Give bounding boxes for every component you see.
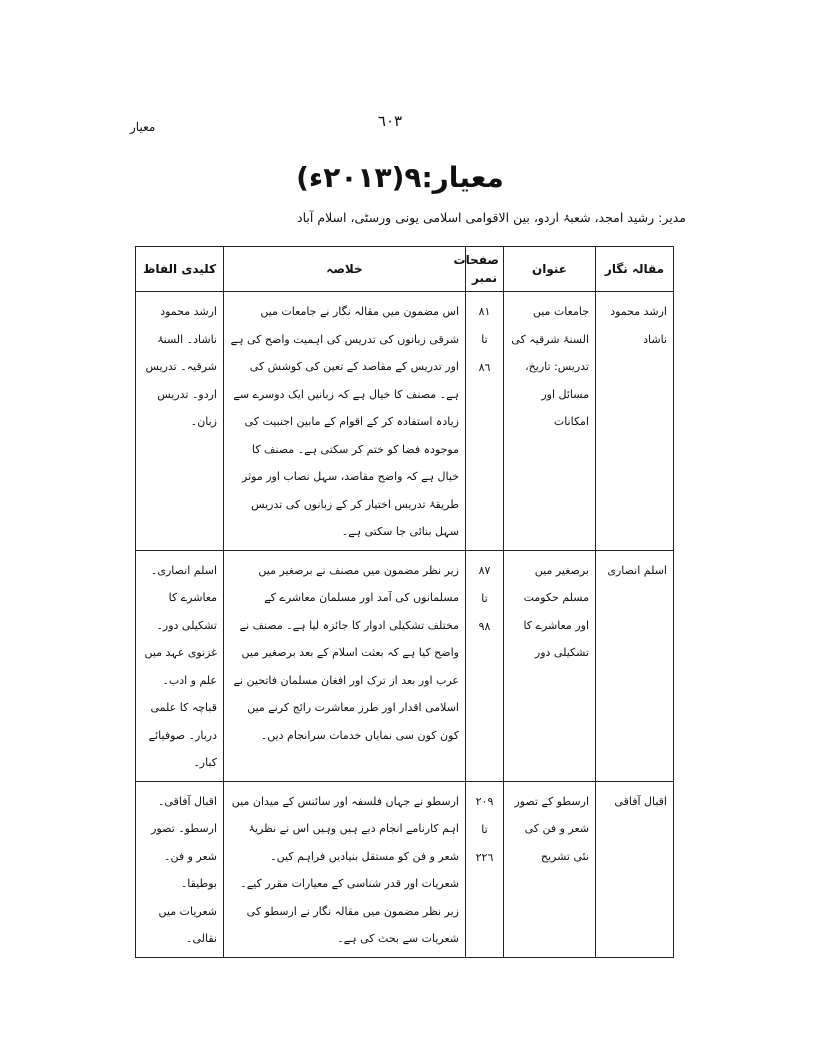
row-author: اسلم انصاری [596, 550, 674, 781]
row-summary: ارسطو نے جہاں فلسفہ اور سائنس کے میدان میں اہم کارنامے انجام دیے ہیں وہیں اس نے نظریۂ شعر و فن کو مستقل بنیادیں فراہم کیں۔ شعریات اور قدر شناسی کے معیارات مقرر کیے۔ زیر نظر مضمون میں مقالہ نگار نے ارسطو کی شعریات سے بحث کی ہے۔ [224, 781, 466, 957]
table-row [136, 550, 674, 781]
row-author: اقبال آفاقی [596, 781, 674, 957]
page-start: ۸۱ [478, 305, 491, 318]
page-sep: تا [481, 822, 488, 836]
row-author: ارشد محمود ناشاد [596, 292, 674, 551]
running-header: معیار [130, 120, 156, 134]
page-start: ۸۷ [478, 563, 491, 577]
editor-line: مدیر: رشید امجد، شعبۂ اردو، بین الاقوامی اسلامی یونی ورسٹی، اسلام آباد [297, 210, 686, 225]
article-index-table [135, 246, 674, 958]
table-row [136, 781, 674, 957]
page-sep: تا [481, 333, 488, 346]
header-title: عنوان [504, 247, 596, 292]
row-title: ارسطو کے تصور شعر و فن کی نئی تشریح [504, 781, 596, 957]
page-title: معیار:۹(۲۰۱۳ء) [296, 161, 504, 194]
row-pages [466, 781, 504, 957]
row-pages [466, 550, 504, 781]
row-title: برصغیر میں مسلم حکومت اور معاشرے کا تشکیلی دور [504, 550, 596, 781]
header-pages-line1: صفحات [453, 253, 499, 267]
header-pages-line2: نمبر [472, 271, 497, 285]
row-keywords: ارشد محمود ناشاد۔ السنۂ شرقیہ۔ تدریس اردو۔ تدریس زبان۔ [136, 292, 224, 551]
table-row [136, 292, 674, 551]
page-start: ۲۰۹ [475, 794, 494, 808]
header-summary: خلاصہ [224, 247, 466, 292]
row-keywords: اقبال آفاقی۔ ارسطو۔ تصور شعر و فن۔ بوطیقا۔ شعریات میں نقالی۔ [136, 781, 224, 957]
row-title: جامعات میں السنۂ شرقیہ کی تدریس: تاریخ، مسائل اور امکانات [504, 292, 596, 551]
page-number: ٦٠٣ [377, 112, 403, 130]
row-pages [466, 292, 504, 551]
row-summary: اس مضمون میں مقالہ نگار نے جامعات میں شرقی زبانوں کی تدریس کی اہمیت واضح کی ہے اور تدریس کے مقاصد کے تعین کی کوشش کی ہے۔ مصنف کا خیال ہے کہ زبانیں ایک دوسرے سے زیادہ استفادہ کر کے اقوام کے مابین اجنبیت کی موجودہ فضا کو ختم کر سکتی ہے۔ مصنف کا خیال ہے کہ واضح مقاصد، سہل نصاب اور موثر طریقۂ تدریس اختیار کر کے زبانوں کی تدریس سہل بنائی جا سکتی ہے۔ [224, 292, 466, 551]
header-author: مقالہ نگار [596, 247, 674, 292]
page-end: ۹۸ [478, 619, 491, 633]
row-keywords: اسلم انصاری۔ معاشرے کا تشکیلی دور۔ غزنوی عہد میں علم و ادب۔ قباچہ کا علمی دربار۔ صوفیائے کبار۔ [136, 550, 224, 781]
page-sep: تا [481, 591, 488, 605]
page-end: ۸٦ [478, 361, 491, 374]
table-header-row [136, 247, 674, 292]
page-end: ۲۲٦ [475, 850, 494, 864]
header-keywords: کلیدی الفاظ [136, 247, 224, 292]
header-pages [453, 247, 504, 292]
row-summary: زیر نظر مضمون میں مصنف نے برصغیر میں مسلمانوں کی آمد اور مسلمان معاشرے کے مختلف تشکیلی ادوار کا جائزہ لیا ہے۔ مصنف نے واضح کیا ہے کہ بعثت اسلام کے بعد برصغیر میں عرب اور بعد از ترک اور افغان مسلمان فاتحین نے اسلامی اقدار اور طرز معاشرت رائج کرنے میں کون کون سی نمایاں خدمات سرانجام دیں۔ [224, 550, 466, 781]
